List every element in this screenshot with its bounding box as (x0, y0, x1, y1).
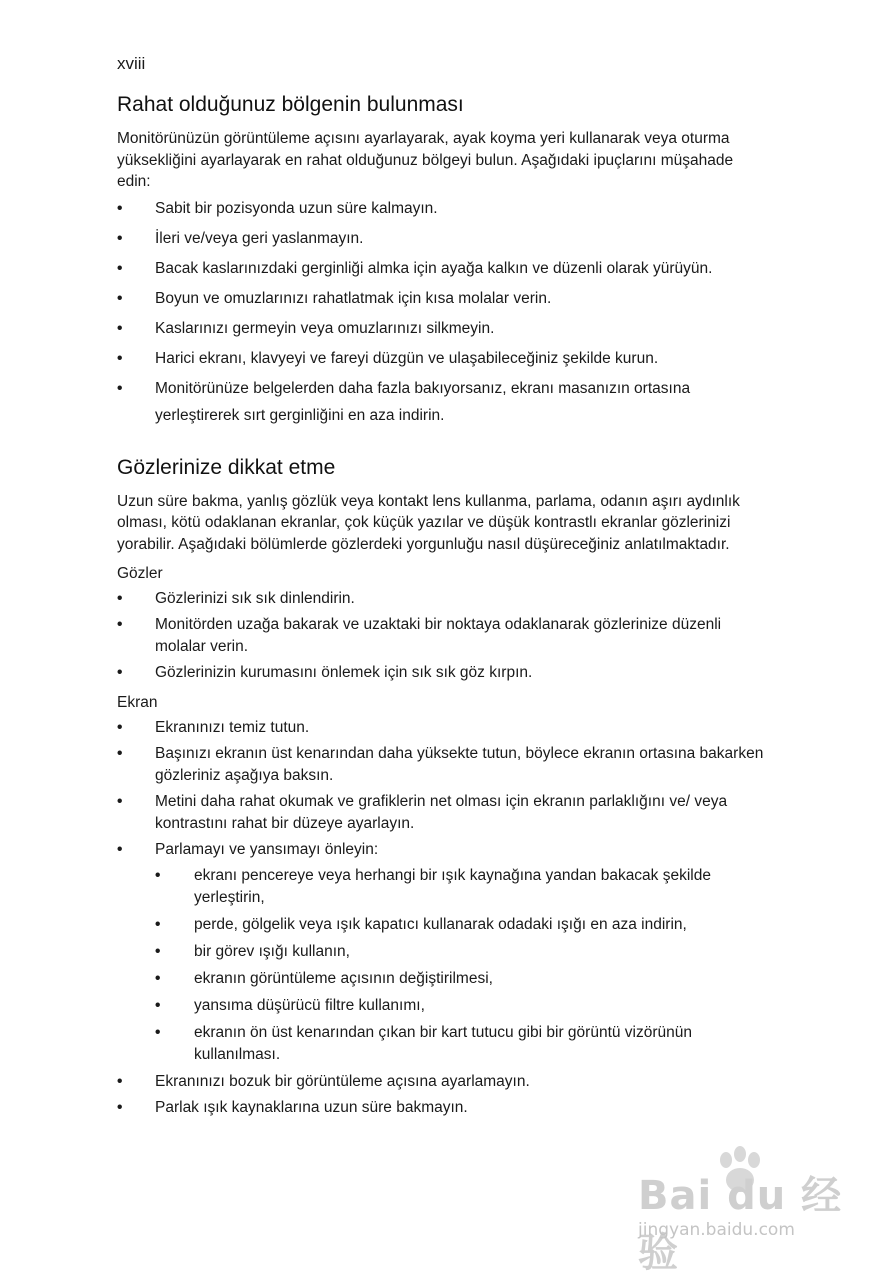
section-intro-eye-care: Uzun süre bakma, yanlış gözlük veya kontakt lens kullanma, parlama, odanın aşırı aydınlık olması, kötü odaklanan ekranlar, çok küçük yazılar ve düşük kontrastlı ekranlar gözlerinizi yorabilir. Aşağıdaki bölümlerde gözlerdeki yorgunluğu nasıl düşüreceğiniz anlatılmaktadır. (117, 492, 740, 553)
list-item: • Gözlerinizi sık sık dinlendirin. (117, 588, 767, 610)
list-item-text: Parlamayı ve yansımayı önleyin: (155, 841, 379, 858)
subheading-eyes: Gözler (117, 565, 163, 582)
list-item: • Parlak ışık kaynaklarına uzun süre bakmayın. (117, 1097, 767, 1119)
list-item: • Gözlerinizin kurumasını önlemek için sık sık göz kırpın. (117, 662, 767, 684)
list-item: • Harici ekranı, klavyeyi ve fareyi düzgün ve ulaşabileceğiniz şekilde kurun. (117, 345, 767, 372)
list-item: • Bacak kaslarınızdaki gerginliği almka için ayağa kalkın ve düzenli olarak yürüyün. (117, 255, 767, 282)
sub-list-item: • ekranın ön üst kenarından çıkan bir kart tutucu gibi bir görüntü vizörünün kullanılması. (155, 1022, 767, 1066)
sub-list-item: • ekranın görüntüleme açısının değiştirilmesi, (155, 968, 767, 990)
watermark-url: jingyan.baidu.com (638, 1220, 795, 1240)
list-item: • İleri ve/veya geri yaslanmayın. (117, 225, 767, 252)
section-title-eye-care: Gözlerinize dikkat etme (117, 455, 336, 479)
list-item: • Sabit bir pozisyonda uzun süre kalmayın. (117, 195, 767, 222)
screen-list (117, 717, 767, 1119)
subheading-screen: Ekran (117, 694, 158, 711)
baidu-watermark (632, 1140, 852, 1276)
section-title-comfort-zone: Rahat olduğunuz bölgenin bulunması (117, 93, 464, 116)
page-number: xviii (117, 54, 146, 73)
sub-list-item: • perde, gölgelik veya ışık kapatıcı kullanarak odadaki ışığı en aza indirin, (155, 914, 767, 936)
sub-list-item: • bir görev ışığı kullanın, (155, 941, 767, 963)
watermark-logo: Bai du 经验 (638, 1173, 843, 1276)
comfort-zone-list (117, 195, 767, 429)
glare-sublist (155, 865, 767, 1066)
list-item: • Boyun ve omuzlarınızı rahatlatmak için kısa molalar verin. (117, 285, 767, 312)
list-item: • Metini daha rahat okumak ve grafiklerin net olması için ekranın parlaklığını ve/ veya kontrastını rahat bir düzeye ayarlayın. (117, 791, 767, 835)
sub-list-item: • yansıma düşürücü filtre kullanımı, (155, 995, 767, 1017)
list-item: • Monitörden uzağa bakarak ve uzaktaki bir noktaya odaklanarak gözlerinize düzenli molalar verin. (117, 614, 767, 658)
section-intro-comfort-zone: Monitörünüzün görüntüleme açısını ayarlayarak, ayak koyma yeri kullanarak veya oturma yüksekliğini ayarlayarak en rahat olduğunuz bölgeyi bulun. Aşağıdaki ipuçlarını müşahade edin: (117, 130, 734, 190)
list-item: • Ekranınızı bozuk bir görüntüleme açısına ayarlamayın. (117, 1071, 767, 1093)
list-item: • Ekranınızı temiz tutun. (117, 717, 767, 739)
document-body (117, 92, 767, 1123)
list-item: • Başınızı ekranın üst kenarından daha yüksekte tutun, böylece ekranın ortasına bakarken gözleriniz aşağıya baksın. (117, 743, 767, 787)
sub-list-item: • ekranı pencereye veya herhangi bir ışık kaynağına yandan bakacak şekilde yerleştirin, (155, 865, 767, 909)
list-item: • Monitörünüze belgelerden daha fazla bakıyorsanız, ekranı masanızın ortasına yerleştirerek sırt gerginliğini en aza indirin. (117, 375, 767, 429)
list-item-glare (117, 839, 767, 1066)
eyes-list (117, 588, 767, 684)
list-item: • Kaslarınızı germeyin veya omuzlarınızı silkmeyin. (117, 315, 767, 342)
